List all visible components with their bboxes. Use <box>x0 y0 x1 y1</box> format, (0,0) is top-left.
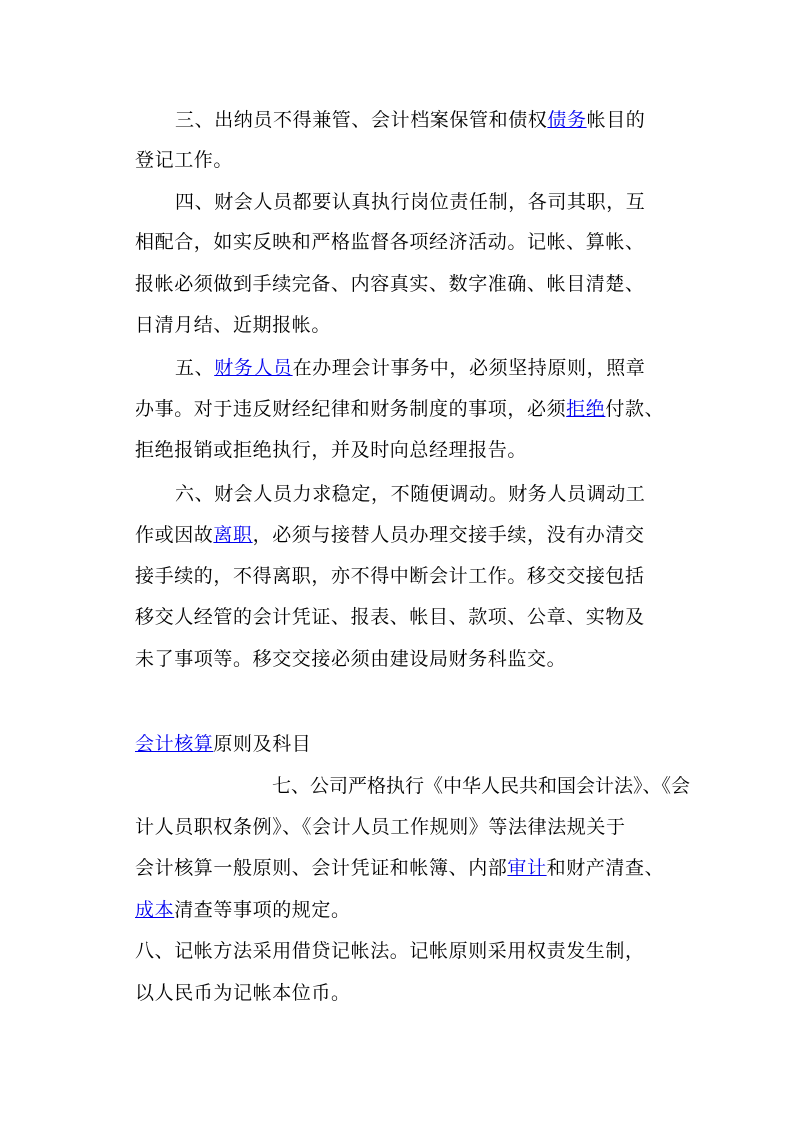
text-segment: 清查等事项的规定。 <box>174 899 351 921</box>
text-segment: 会计核算一般原则、会计凭证和帐簿、内部 <box>135 857 508 879</box>
text-segment: 五、 <box>175 357 215 379</box>
text-segment: 付款、 <box>605 398 665 420</box>
paragraph-6-line-5: 未了事项等。移交交接必须由建设局财务科监交。 <box>135 648 567 670</box>
paragraph-6-line-2 <box>135 523 675 547</box>
link-debt[interactable]: 债务 <box>547 109 587 131</box>
paragraph-5-line-2 <box>135 397 675 421</box>
paragraph-7-line-3 <box>135 856 675 880</box>
text-segment: 作或因故 <box>135 524 214 546</box>
paragraph-7-line-1: 七、公司严格执行《中华人民共和国会计法》、《会 <box>272 775 691 797</box>
link-refuse[interactable]: 拒绝 <box>566 398 606 420</box>
paragraph-3-line-2: 登记工作。 <box>135 149 234 171</box>
text-segment: 和财产清查、 <box>546 857 665 879</box>
text-segment: ，必须与接替人员办理交接手续，没有办清交 <box>252 524 645 546</box>
section-heading <box>135 732 675 756</box>
paragraph-7-line-2: 计人员职权条例》、《会计人员工作规则》等法律法规关于 <box>135 816 626 838</box>
text-segment: 在办理会计事务中，必须坚持原则，照章 <box>292 357 646 379</box>
paragraph-5-line-3: 拒绝报销或拒绝执行，并及时向总经理报告。 <box>135 439 528 461</box>
paragraph-6-line-1: 六、财会人员力求稳定，不随便调动。财务人员调动工 <box>175 483 646 505</box>
text-segment: 三、出纳员不得兼管、会计档案保管和债权 <box>175 109 548 131</box>
paragraph-3-line-1 <box>175 108 715 132</box>
paragraph-8-line-1: 八、记帐方法采用借贷记帐法。记帐原则采用权责发生制， <box>135 940 645 962</box>
link-cost[interactable]: 成本 <box>135 899 175 921</box>
paragraph-6-line-3: 接手续的，不得离职，亦不得中断会计工作。移交交接包括 <box>135 565 645 587</box>
heading-text: 原则及科目 <box>213 733 312 755</box>
link-accounting[interactable]: 会计核算 <box>135 733 214 755</box>
paragraph-8-line-2: 以人民币为记帐本位币。 <box>135 982 351 1004</box>
paragraph-5-line-1 <box>175 356 715 380</box>
paragraph-7-line-4 <box>135 898 675 922</box>
link-finance-staff[interactable]: 财务人员 <box>214 357 293 379</box>
text-segment: 办事。对于违反财经纪律和财务制度的事项，必须 <box>135 398 567 420</box>
paragraph-4-line-3: 报帐必须做到手续完备、内容真实、数字准确、帐目清楚、 <box>135 273 645 295</box>
paragraph-4-line-2: 相配合，如实反映和严格监督各项经济活动。记帐、算帐、 <box>135 231 645 253</box>
paragraph-4-line-4: 日清月结、近期报帐。 <box>135 314 332 336</box>
text-segment: 帐目的 <box>586 109 646 131</box>
paragraph-4-line-1: 四、财会人员都要认真执行岗位责任制，各司其职，互 <box>175 191 646 213</box>
paragraph-6-line-4: 移交人经管的会计凭证、报表、帐目、款项、公章、实物及 <box>135 606 645 628</box>
link-audit[interactable]: 审计 <box>507 857 547 879</box>
link-resignation[interactable]: 离职 <box>213 524 253 546</box>
